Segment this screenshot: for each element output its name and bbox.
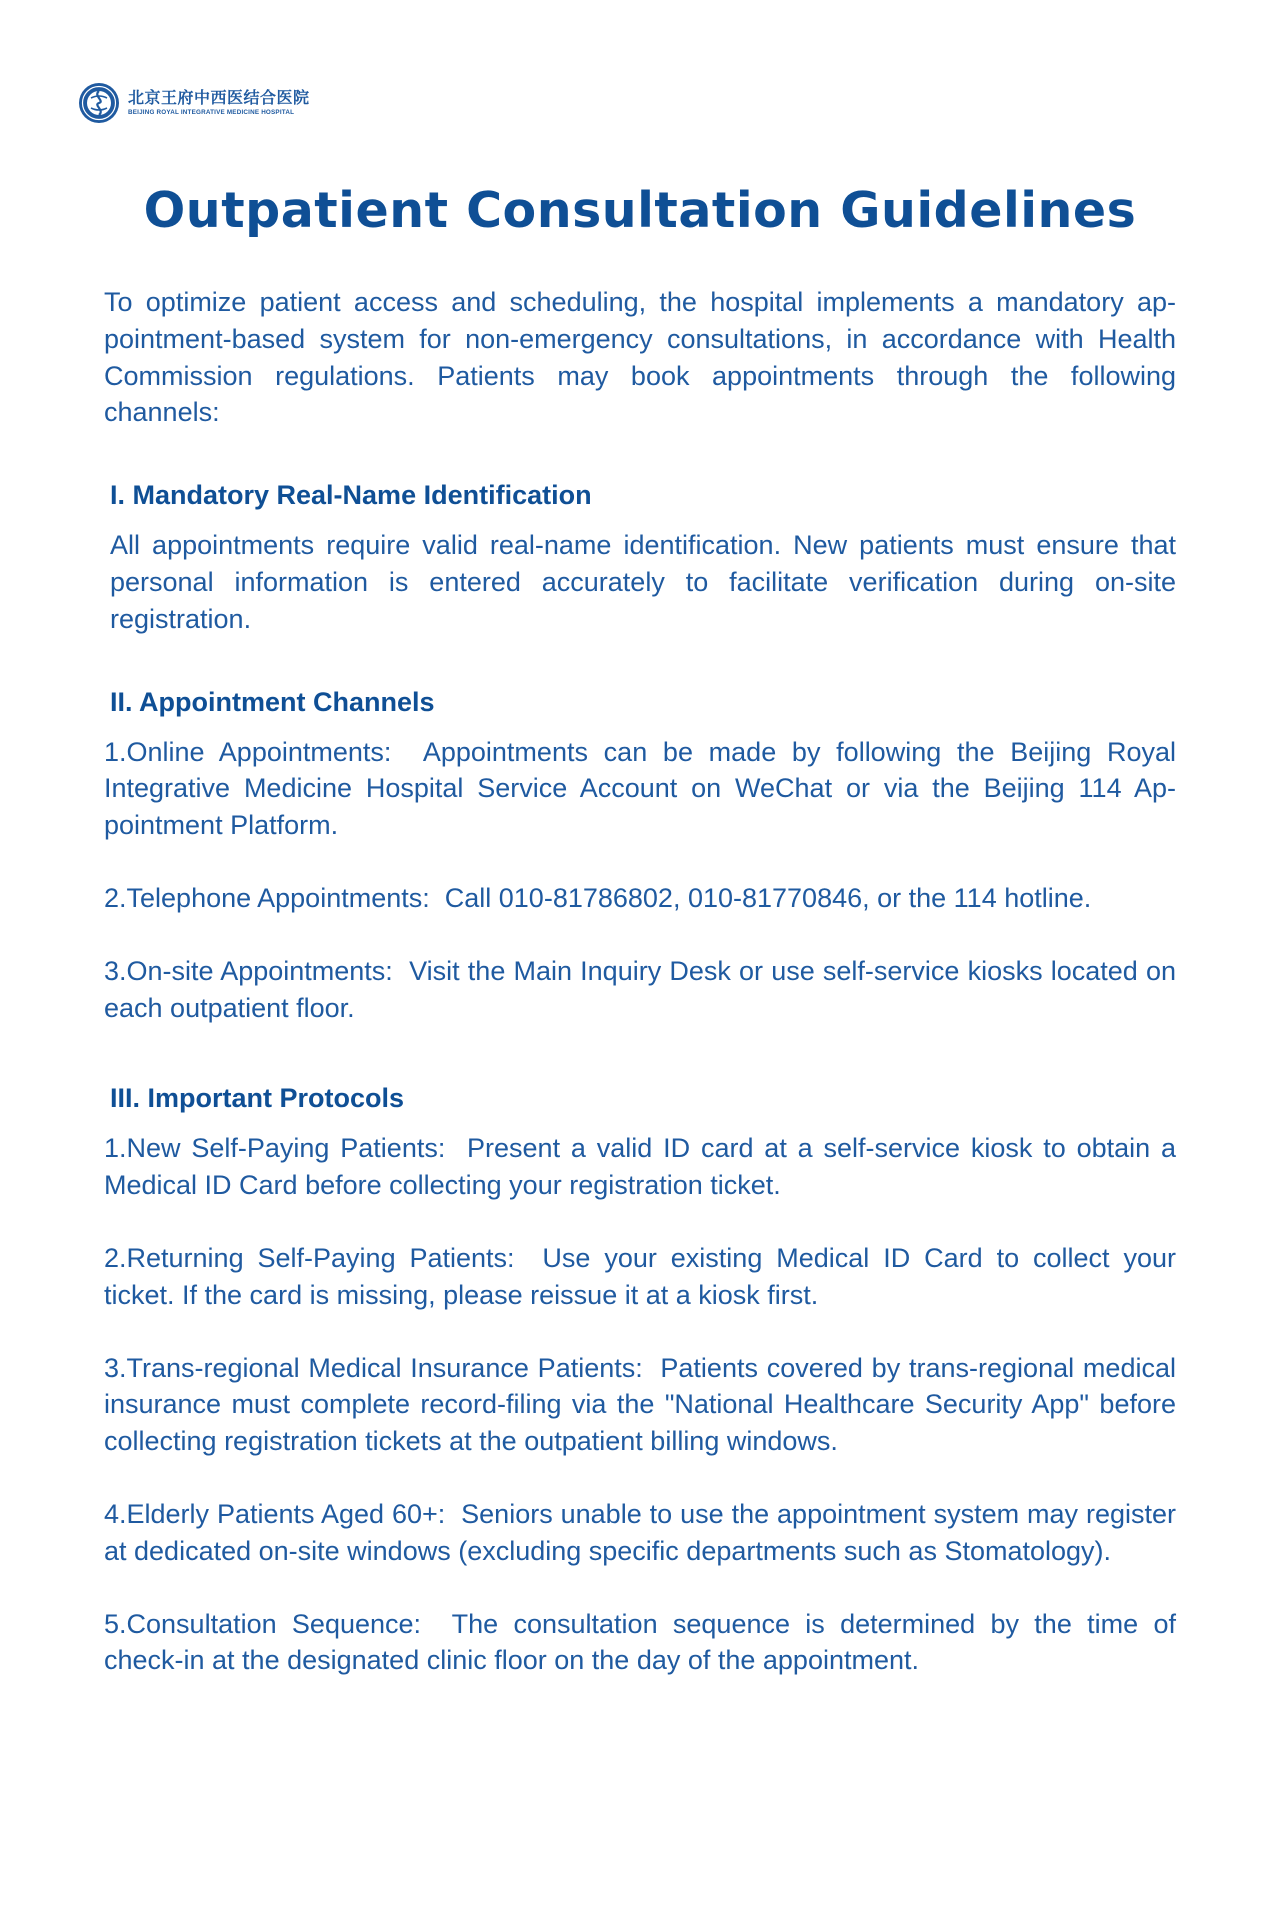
hospital-logo-icon <box>78 82 120 124</box>
item-label: 4.Elderly Patients Aged 60+: <box>104 1498 446 1529</box>
item-text: Use your existing Medical ID Card to collect your ticket. If the card is missing, please reissue it at a kiosk first. <box>104 1242 1176 1310</box>
item-label: 3.Trans-regional Medical Insurance Patients: <box>104 1352 643 1383</box>
item-text: Call 010-81786802, 010-81770846, or the 114 hotline. <box>444 882 1092 913</box>
item-label: 3.On-site Appointments: <box>104 955 393 986</box>
section-heading: III. Important Protocols <box>110 1083 405 1114</box>
section-heading: I. Mandatory Real-Name Identification <box>110 480 592 511</box>
item-label: 2.Returning Self-Paying Patients: <box>104 1242 515 1273</box>
page-title: Outpatient Consultation Guidelines <box>143 182 1137 239</box>
section-identification <box>104 477 1176 637</box>
hospital-name <box>128 87 310 116</box>
list-item <box>104 880 1176 917</box>
list-item <box>104 1496 1176 1570</box>
list-item <box>104 1130 1176 1204</box>
item-text: Patients covered by trans-regional medical insurance must complete record-filing via the "National Healthcare Security App" before collecting registration tickets at the outpatient billing windows. <box>104 1352 1176 1457</box>
main-content <box>104 284 1176 1715</box>
item-label: 2.Telephone Appointments: <box>104 882 430 913</box>
list-item <box>104 734 1176 844</box>
hospital-name-cn: 北京王府中西医结合医院 <box>128 87 310 107</box>
list-item <box>104 1606 1176 1680</box>
section-heading: II. Appointment Channels <box>110 686 435 717</box>
list-item <box>104 1240 1176 1314</box>
list-item <box>104 953 1176 1027</box>
item-label: 1.Online Appointments: <box>104 736 392 767</box>
section-body-text: All appointments require valid real-name identification. New patients must ensure that personal information is entered accurately to facilitate verification during on-site registration. <box>110 530 1176 634</box>
item-text: Seniors unable to use the appointment system may register at dedicated on-site windows (excluding specific departments such as Stomatology). <box>104 1498 1176 1566</box>
item-text: Appointments can be made by following the Beijing Royal Integrative Medicine Hospital Service Account on WeChat or via the Beijing 114 Appointment Platform. <box>104 736 1177 841</box>
item-text: Visit the Main Inquiry Desk or use self-service kiosks located on each outpatient floor. <box>104 955 1176 1023</box>
item-text: The consultation sequence is determined by the time of check-in at the designated clinic floor on the day of the appointment. <box>104 1608 1176 1676</box>
hospital-name-en: BEIJING ROYAL INTEGRATIVE MEDICINE HOSPITAL <box>128 108 295 116</box>
section-important-protocols <box>104 1080 1176 1679</box>
item-label: 5.Consultation Sequence: <box>104 1608 422 1639</box>
section-appointment-channels <box>104 684 1176 1027</box>
item-label: 1.New Self-Paying Patients: <box>104 1133 446 1164</box>
hospital-header <box>78 82 310 124</box>
list-item <box>104 1350 1176 1460</box>
intro-paragraph: To optimize patient access and scheduling, the hospital implements a mandatory appointment-based system for non-emergency consultations, in accordance with Health Commission regulations. Patients may book appointments through the following channels: <box>104 287 1176 428</box>
item-text: Present a valid ID card at a self-service kiosk to obtain a Medical ID Card before collecting your registration ticket. <box>104 1133 1176 1201</box>
